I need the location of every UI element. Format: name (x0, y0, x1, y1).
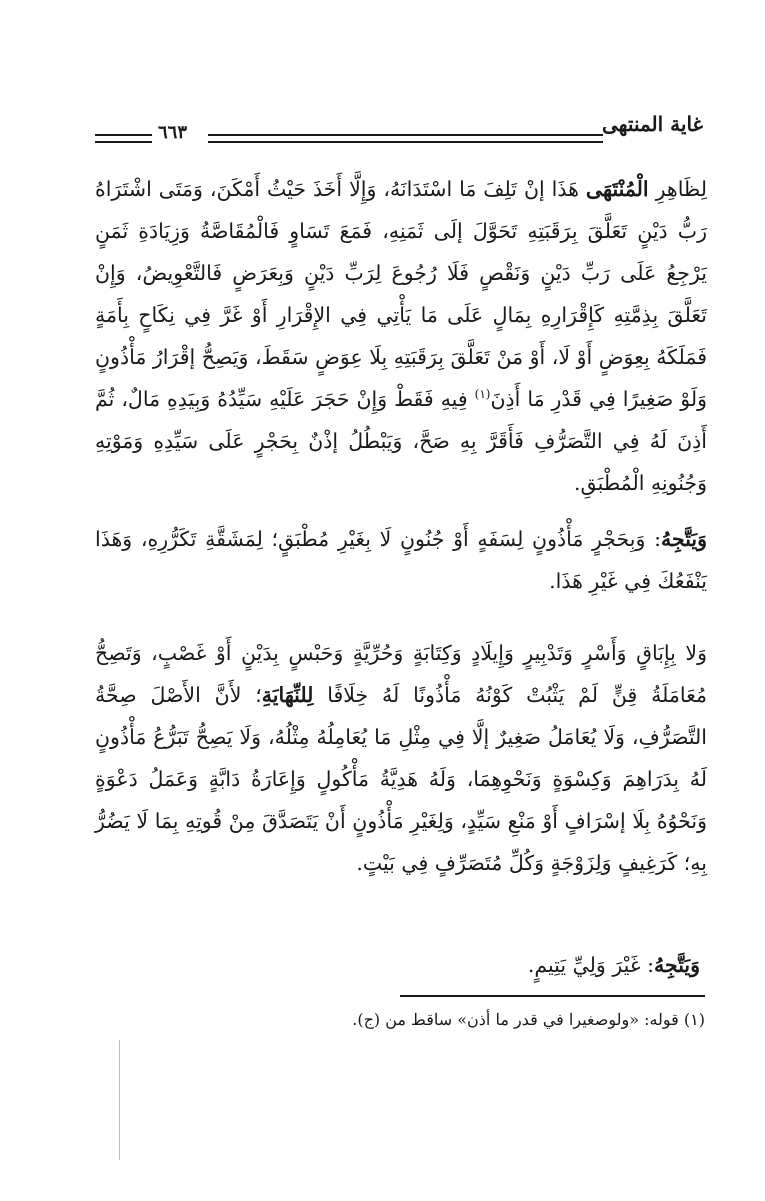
paragraph-4-text: : غَيْرَ وَلِيِّ يَتِيمٍ. (527, 953, 654, 977)
paragraph-2 (95, 518, 707, 602)
footnote-reference[interactable]: (١) (474, 387, 491, 402)
paragraph-1-lead: لِظَاهِرِ (648, 177, 707, 201)
paragraph-1 (95, 168, 707, 504)
bold-label-yattajih: وَيَتَّجِهُ (660, 527, 707, 551)
page-number: ٦٦٣ (158, 122, 188, 143)
footnote-separator (400, 995, 705, 997)
header-rule-short (95, 134, 152, 143)
paragraph-2-text: : وَبِحَجْرٍ مَأْذُونٍ لِسَفَهٍ أَوْ جُنُونٍ لَا بِغَيْرِ مُطْبَقٍ؛ لِمَشَقَّةِ تَكَرُّرِهِ، وَهَذَا يَنْفَعُكَ فِي غَيْرِ هَذَا. (95, 527, 707, 593)
paragraph-4 (300, 944, 700, 986)
bold-term-nihaya: لِلنِّهَايَةِ (261, 683, 314, 707)
running-title: غاية المنتهى (602, 112, 703, 136)
page-header (95, 112, 703, 152)
scan-margin-line (119, 1040, 120, 1160)
paragraph-1-text: هَذَا إنْ تَلِفَ مَا اسْتَدَانَهُ، وَإِلَّا أَخَذَ حَيْثُ أَمْكَنَ، وَمَتَى اشْتَرَاهُ رَبُّ دَيْنٍ تَعَلَّقَ بِرَقَبَتِهِ تَحَوَّلَ إلَى ثَمَنِهِ، فَمَعَ تَسَاوٍ فَالْمُقَاصَّةُ وَزِيَادَةِ ثَمَنٍ يَرْجِعُ عَلَى رَبِّ دَيْنٍ وَنَقْصٍ فَلَا رُجُوعَ لِرَبِّ دَيْنٍ وَبِعَرَضٍ فَالتَّعْوِيضُ، وَإِنْ تَعَلَّقَ بِذِمَّتِهِ كَإِقْرَارِهِ بِمَالٍ عَلَى مَا يَأْتِي فِي الإِقْرَارِ أَوْ غَرَّ فِي نِكَاحٍ بِأَمَةٍ فَمَلَكَهُ بِعِوَضٍ أَوْ لَا، أَوْ مَنْ تَعَلَّقَ بِرَقَبَتِهِ بِلَا عِوَضٍ سَقَطَ، وَيَصِحُّ إقْرَارُ مَأْذُونٍ وَلَوْ صَغِيرًا فِي قَدْرِ مَا أَذِنَ (95, 177, 707, 411)
bold-label-yattajih-2: وَيَتَّجِهُ (653, 953, 700, 977)
header-rule (208, 134, 603, 143)
paragraph-3-text: وَلا بِإِبَاقٍ وَأَسْرٍ وَتَدْبِيرٍ وَإِيلَادٍ وَكِتَابَةٍ وَحُرِّيَّةٍ وَحَبْسٍ بِدَيْنٍ أَوْ غَصْبٍ، وَتَصِحُّ مُعَامَلَةُ قِنٍّ لَمْ يَثْبُتْ كَوْنُهُ مَأْذُونًا لَهُ خِلَافًا (95, 641, 707, 707)
paragraph-1-text-end: فِيهِ فَقَطْ وَإِنْ حَجَرَ عَلَيْهِ سَيِّدُهُ وَبِيَدِهِ مَالٌ، ثُمَّ أَذِنَ لَهُ فِي التَّصَرُّفِ فَأَقَرَّ بِهِ صَحَّ، وَيَبْطُلُ إذْنٌ بِحَجْرٍ عَلَى سَيِّدِهِ وَمَوْتِهِ وَجُنُونِهِ الْمُطْبَقِ. (95, 387, 707, 495)
paragraph-3-text-end: ؛ لأَنَّ الأَصْلَ صِحَّةُ التَّصَرُّفِ، وَلَا يُعَامَلُ صَغِيرٌ إلَّا فِي مِثْلِ مَا يُعَامِلُهُ مِثْلُهُ، وَلَا يَصِحُّ تَبَرُّعُ مَأْذُونٍ لَهُ بِدَرَاهِمَ وَكِسْوَةٍ وَنَحْوِهِمَا، وَلَهُ هَدِيَّةُ مَأْكُولٍ وَإِعَارَةُ دَابَّةٍ وَعَمَلُ دَعْوَةٍ وَنَحْوُهُ بِلَا إسْرَافٍ أَوْ مَنْعِ سَيِّدٍ، وَلِغَيْرِ مَأْذُونٍ أَنْ يَتَصَدَّقَ مِنْ قُوتِهِ بِمَا لَا يَضُرُّ بِهِ؛ كَرَغِيفٍ وَلِزَوْجَةٍ وَكُلِّ مُتَصَرِّفٍ فِي بَيْتٍ. (95, 683, 707, 875)
footnote: (١) قوله: «ولوصغيرا في قدر ما أذن» ساقط من (ج). (352, 1010, 705, 1029)
bold-term-muntaha: الْمُنْتَهَى (585, 177, 649, 201)
paragraph-3 (95, 632, 707, 884)
